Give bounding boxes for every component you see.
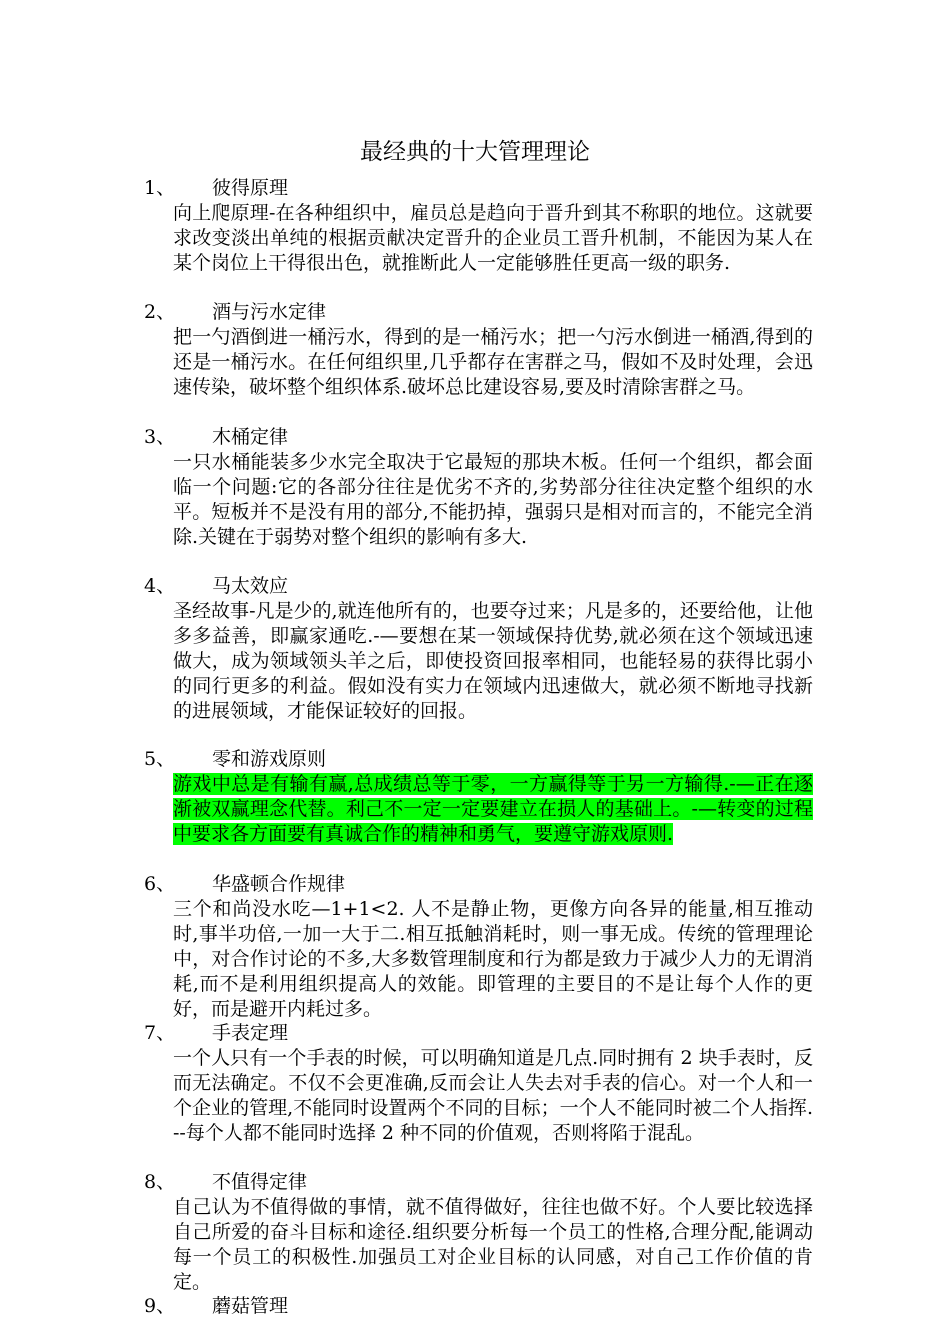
- section-body-6: 三个和尚没水吃—1+1<2. 人不是静止物，更像方向各异的能量,相互推动时,事半功倍,一加一大于二.相互抵触消耗时，则一事无成。传统的管理理论中，对合作讨论的不多,大多数管理制度和行为都是致力于减少人力的无谓消耗,而不是利用组织提高人的效能。即管理的主要目的不是让每个人作的更好，而是避开内耗过多。: [173, 898, 813, 1020]
- section-body-8: 自己认为不值得做的事情，就不值得做好，往往也做不好。个人要比较选择自己所爱的奋斗目标和途径.组织要分析每一个员工的性格,合理分配,能调动每一个员工的积极性.加强员工对企业目标的认同感，对自己工作价值的肯定。: [173, 1196, 813, 1293]
- section-body-7: 一个人只有一个手表的时候，可以明确知道是几点.同时拥有 2 块手表时，反而无法确定。不仅不会更准确,反而会让人失去对手表的信心。对一个人和一个企业的管理,不能同时设置两个不同的目标；一个人不能同时被二个人指挥.--每个人都不能同时选择 2 种不同的价值观，否则将陷于混乱。: [173, 1047, 813, 1144]
- section-number: 9、: [144, 1295, 176, 1317]
- section-heading-8: [144, 1169, 307, 1195]
- section-number: 4、: [144, 575, 176, 597]
- section-heading-2: [144, 299, 326, 325]
- section-heading-6: [144, 871, 345, 897]
- section-number: 3、: [144, 426, 176, 448]
- section-number: 6、: [144, 873, 176, 895]
- section-number: 2、: [144, 301, 176, 323]
- section-body-1: 向上爬原理-在各种组织中，雇员总是趋向于晋升到其不称职的地位。这就要求改变淡出单纯的根据贡献决定晋升的企业员工晋升机制，不能因为某人在某个岗位上干得很出色，就推断此人一定能够胜任更高一级的职务.: [173, 202, 813, 274]
- section-heading-7: [144, 1020, 288, 1046]
- section-title: 手表定理: [212, 1022, 289, 1044]
- section-title: 马太效应: [212, 575, 289, 597]
- section-title: 零和游戏原则: [212, 748, 327, 770]
- section-title: 酒与污水定律: [212, 301, 327, 323]
- section-number: 1、: [144, 177, 176, 199]
- section-title: 木桶定律: [212, 426, 289, 448]
- section-number: 5、: [144, 748, 176, 770]
- highlighted-text: 游戏中总是有输有赢,总成绩总等于零，一方赢得等于另一方输得.-—正在逐渐被双赢理念代替。利己不一定一定要建立在损人的基础上。-—转变的过程中要求各方面要有真诚合作的精神和勇气，要遵守游戏原则.: [173, 773, 813, 845]
- section-heading-9: [144, 1293, 288, 1319]
- section-number: 7、: [144, 1022, 176, 1044]
- section-body-3: 一只水桶能装多少水完全取决于它最短的那块木板。任何一个组织，都会面临一个问题:它的各部分往往是优劣不齐的,劣势部分往往决定整个组织的水平。短板并不是没有用的部分,不能扔掉，强弱只是相对而言的，不能完全消除.关键在于弱势对整个组织的影响有多大.: [173, 451, 813, 548]
- section-body-5: [173, 772, 813, 847]
- section-heading-1: [144, 175, 288, 201]
- section-title: 不值得定律: [212, 1171, 308, 1193]
- section-heading-3: [144, 424, 288, 450]
- section-title: 华盛顿合作规律: [212, 873, 346, 895]
- section-body-2: 把一勺酒倒进一桶污水，得到的是一桶污水；把一勺污水倒进一桶酒,得到的还是一桶污水。在任何组织里,几乎都存在害群之马，假如不及时处理，会迅速传染，破坏整个组织体系.破坏总比建设容易,要及时清除害群之马。: [173, 326, 813, 398]
- section-heading-5: [144, 746, 326, 772]
- section-number: 8、: [144, 1171, 176, 1193]
- section-body-4: 圣经故事-凡是少的,就连他所有的，也要夺过来；凡是多的，还要给他，让他多多益善，即赢家通吃.-—要想在某一领域保持优势,就必须在这个领域迅速做大，成为领域领头羊之后，即使投资回报率相同，也能轻易的获得比弱小的同行更多的利益。假如没有实力在领域内迅速做大，就必须不断地寻找新的进展领域，才能保证较好的回报。: [173, 600, 813, 722]
- section-title: 彼得原理: [212, 177, 289, 199]
- document-title: 最经典的十大管理理论: [360, 139, 590, 165]
- section-title: 蘑菇管理: [212, 1295, 289, 1317]
- section-heading-4: [144, 573, 288, 599]
